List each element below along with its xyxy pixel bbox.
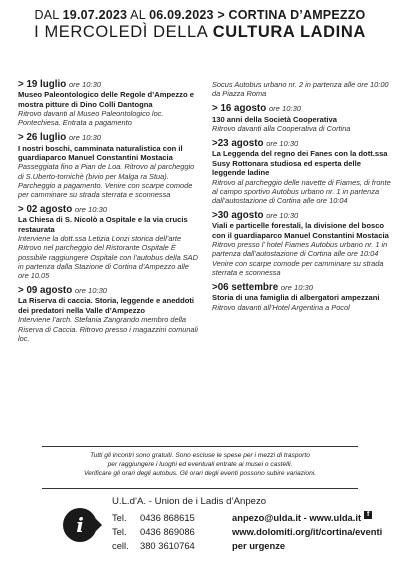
event-time: ore 10:30	[268, 104, 302, 114]
event-description: Ritrovo davanti al Museo Paleontologico loc. Pontechiesa. Entrata a pagamento	[18, 109, 164, 128]
contact-row	[112, 511, 382, 525]
info-icon	[62, 505, 102, 545]
date-to: 06.09.2023	[149, 8, 214, 22]
event-date-label: > 09 agosto	[18, 285, 73, 297]
event-time: ore 10:30	[68, 80, 102, 89]
organization-name: U.L.d’A. - Union de i Ladis d’Anpezo	[112, 496, 267, 507]
event-date	[18, 286, 200, 295]
event-date	[212, 139, 394, 148]
date-from: 19.07.2023	[62, 8, 128, 22]
phone-number[interactable]: 380 3610764	[140, 540, 195, 551]
phone-number[interactable]: 0436 869086	[140, 526, 195, 537]
event-date-label: > 16 agosto	[212, 103, 267, 115]
header	[0, 8, 400, 42]
event-item	[18, 286, 200, 343]
email-link[interactable]: anpezo@ulda.it - www.ulda.it	[232, 512, 362, 523]
event-title: Viali e particelle forestali, la divisione del bosco con il guardiaparco Manuel Constantini Mostacia	[212, 221, 389, 240]
website-link[interactable]: www.dolomiti.org/it/cortina/eventi	[232, 526, 383, 537]
event-item	[18, 80, 200, 127]
event-date-label: >30 agosto	[212, 210, 264, 222]
event-title: La Riserva di caccia. Storia, leggende e aneddoti dei predatori nella Valle d’Ampezzo	[18, 296, 194, 315]
divider-top	[42, 446, 358, 447]
title-bold: CULTURA LADINA	[212, 23, 366, 41]
event-description: Ritrovo davanti alla Cooperativa di Cortina	[212, 124, 351, 134]
date-range	[0, 8, 400, 22]
event-time: ore 10:30	[280, 283, 313, 293]
event-description: Ritrovo presso l’ hotel Fiames Autobus urbano nr. 1 in partenza dall’autostazione di Cortina alle ore 10:04 Venire con scarpe comode per camminare su strada sterrata e sconnessa	[212, 240, 388, 277]
event-time: ore 10:30	[266, 139, 299, 149]
event-item	[212, 104, 394, 133]
contact-label: cell.	[112, 540, 129, 551]
event-date	[18, 205, 200, 214]
title-light: I MERCOLEDÌ DELLA	[34, 23, 213, 41]
event-date	[18, 80, 200, 89]
dates-prefix: DAL	[34, 8, 63, 22]
event-item	[212, 283, 394, 312]
dates-arrow: >	[213, 8, 229, 22]
event-date	[212, 211, 394, 220]
event-time: ore 10:30	[266, 211, 299, 221]
contact-label: Tel.	[112, 512, 127, 523]
event-item	[18, 133, 200, 199]
contacts	[112, 511, 382, 553]
urgency-note: per urgenze	[232, 540, 286, 551]
facebook-icon[interactable]: f	[364, 511, 372, 519]
divider-bottom	[42, 488, 358, 489]
event-date-label: >23 agosto	[212, 138, 264, 150]
note-line: per raggiungere i luoghi ed eventuali entrate ai musei o castelli.	[107, 461, 293, 468]
event-time: ore 10:30	[74, 205, 108, 215]
note-line: Tutti gli incontri sono gratuiti. Sono escluse le spese per i mezzi di trasporto	[90, 452, 310, 459]
right-column	[212, 80, 394, 318]
event-time: ore 10:30	[68, 133, 102, 143]
contact-label: Tel.	[112, 526, 127, 537]
event-description: Interviene la dott.ssa Letizia Lonzi storica dell’arte Ritrovo nel parcheggio del Ristorante Ospitale È possibile raggiungere Ospitale con l’autobus della SAD in partenza dalla Stazione di Cortina d’Ampezzo alle ore 10.05	[18, 234, 198, 281]
contact-row	[112, 525, 382, 539]
continuation-text: Socus Autobus urbano nr. 2 in partenza alle ore 10:00 da Piazza Roma	[212, 80, 389, 99]
event-title: Museo Paleontologico delle Regole d’Ampezzo e mostra pitture di Dino Colli Dantogna	[18, 90, 194, 109]
event-title: Storia di una famiglia di albergatori ampezzani	[212, 293, 380, 303]
event-title: La Leggenda del regno dei Fanes con la dott.ssa Susy Rottonara studiosa ed esperta delle leggende ladine	[212, 149, 388, 178]
event-date	[212, 283, 394, 292]
event-date-label: > 19 luglio	[18, 79, 67, 90]
event-date-label: >06 settembre	[212, 282, 279, 294]
notes	[20, 451, 380, 478]
event-title: I nostri boschi, camminata naturalistica con il guardiaparco Manuel Constantini Mostacia	[18, 143, 183, 163]
event-item	[212, 139, 394, 205]
event-description: Ritrovo davanti all’Hotel Argentina a Pocol	[212, 302, 350, 312]
event-date-label: > 02 agosto	[18, 204, 73, 216]
event-description: Ritrovo al parcheggio delle navette di Fiames, di fronte al campo sportivo Autobus urbano nr. 1 in partenza dall’autostazione di Cortina alle ore 10:04	[212, 177, 391, 206]
note-line: Verificare gli orari degli autobus. Gli orari degli eventi possono subire variazioni.	[83, 470, 317, 477]
contact-row	[112, 539, 382, 553]
place: CORTINA D’AMPEZZO	[228, 8, 366, 22]
event-title: La Chiesa di S. Nicolò a Ospitale e la via crucis restaurata	[18, 215, 188, 234]
info-symbol: i	[76, 513, 84, 537]
dates-mid: AL	[127, 8, 150, 22]
left-column	[18, 80, 200, 349]
event-description: Passeggiata fino a Pian de Loa. Ritrovo al parcheggio di S.Uberto-tornichè (bivio per Malga ra Stua). Parcheggio a pagamento. Venire con scarpe comode per camminare su strada sterrata e sconnessa	[18, 162, 195, 200]
event-date	[18, 133, 200, 142]
event-item	[212, 211, 394, 277]
event-time: ore 10:30	[74, 286, 108, 296]
event-item	[18, 205, 200, 280]
event-title: 130 anni della Società Cooperativa	[212, 114, 337, 124]
event-description: Interviene l’arch. Stefania Zangrando membro della Riserva di Caccia. Ritrovo presso i magazzini comunali loc.	[18, 315, 198, 343]
page-title	[0, 23, 400, 42]
event-date	[212, 104, 394, 113]
phone-number[interactable]: 0436 868615	[140, 512, 195, 523]
event-date-label: > 26 luglio	[18, 132, 67, 144]
